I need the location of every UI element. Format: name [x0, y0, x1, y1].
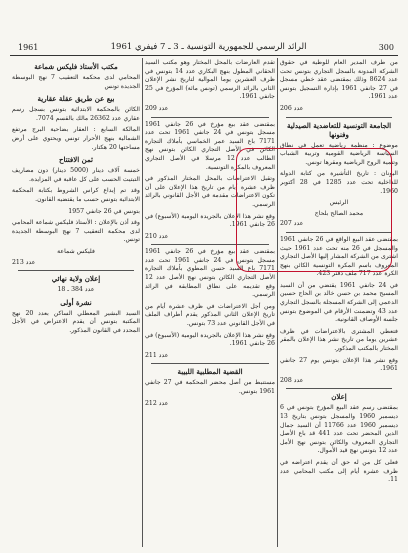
notice-separator — [151, 117, 269, 118]
notice-separator — [286, 388, 392, 389]
notice-text: بتونس في 26 جانفي 1957 — [68, 207, 140, 215]
notice-text: بمقتضى عقد البيع الواقع في 26 جانفي 1961 والمسجل في 26 منه تحت عدد 1961 حيث اشترى من الشركة المشار إليها الأصل التجاري المعروف باسم المكرة التونسية الكائن بنهج الكرة عدد 717 ملف دفتر 423. — [280, 235, 398, 278]
notice-text: وقع نشر هذا الإعلان بتونس يوم 27 جانفي 1961. — [280, 356, 398, 373]
notice-text: اليونان : تاريخ التأشيرة من كتابة الدولة للداخلية تحت عدد 1285 في 28 أكتوبر 1960. — [280, 170, 398, 195]
notice-heading: الجامعة التونسية للتعاضدية الصيدلية وفنونها — [286, 120, 392, 139]
notice-text: بمقتضى عقد بيع مؤرخ في 26 جانفي 1961 مسجل بتونس في 24 جانفي 1961 تحت عدد 7171 باع السيد حسن المطوي بأملاك التجارة الأصل التجاري الكائن بتونس نهج الأصل عدد 12 وقع تقديمه على نطاق المطابقة في الرائد الرسمي. — [145, 248, 275, 299]
signature-title: الرئيس — [329, 199, 349, 207]
column-divider-right — [277, 58, 278, 547]
notice-text: الكائن بالمحكمة الابتدائية بتونس بسجل رسم عقاري عدد 26362 مالك بالقسم 7074. — [12, 106, 140, 122]
column-right — [280, 59, 398, 547]
notice-text: ومن أجل الاعتراضات في ظرف عشرة أيام من تاريخ الإعلان الثاني المذكور يقدم أطراف الملف في الأجل القانوني عدد 73 بتونس. — [145, 302, 275, 328]
highlight-annotation — [236, 148, 392, 272]
notice-text: بمقتضى عقد بيع مؤرخ في 26 جانفي 1961 مسجل بتونس في 24 جانفي 1961 تحت عدد 7171 باع السيد عمر الخماسي بأملاك التجارة الكائن في الأصل التجاري الكائن بتونس نهج الطالب عدد 12 مرسلا في الأصل التجاري المعروف بالمكرة التونسية. — [145, 120, 275, 171]
gazette-title: الرائد الرسمي للجمهورية التونسية ـ 3 ـ 7 فيفري 1961 — [110, 42, 307, 52]
column-divider-left — [142, 58, 143, 547]
notice-text: بمقتضى رسم عقد البيع المؤرخ بتونس في 6 ديسمبر 1960 والمسجل بتونس بتاريخ 13 ديسمبر 1960 عدد 11766 أن السيد جمال الدين المحضر تحت عدد 441 قد باع الأصل التجاري المعروف والكائن بتونس نهج الأمل عدد 12 بتونس نهج قيد الأموال. — [280, 404, 398, 455]
notice-heading: بيع عن طريق عقلة عقارية — [37, 94, 115, 104]
notice-text: في 24 جانفي 1961 يقتضي من أن السيد المسيح محمد بن حسن خالد بن الحاج حسين الدعمي إلى الشركة المسجلة بالسجل التجاري عدد 43 وتضمنت الأرقام في الموضوع بتونس جلسة الأوصاف القانونية. — [280, 281, 398, 324]
notice-number: عدد 211 — [145, 351, 169, 359]
page-number: 300 — [378, 42, 394, 52]
notice-separator — [151, 363, 269, 364]
notice-text: وقد تم إيداع كراس الشروط بكتابة المحكمة الابتدائية بتونس حسب ما يقتضيه القانون. — [12, 187, 140, 203]
notice-reference: عدد 384 ـ 18 — [57, 286, 95, 294]
notice-text: فعلى كل من له حق أن يقدم اعتراضه في ظرف عشرة أيام إلى مكتب المحامي عدد 11. — [280, 458, 398, 484]
notice-text: السيد البشير المعطلي الساكن بعدد 20 نهج المكتبة بتونس أن يقدم الاعتراض في الأجل المحدد في القانون المذكور. — [12, 309, 140, 334]
notice-text: تقدم العارضات بالمحل المختار وهو مكتب السيد الحقاني المطول بنهج البكاري عدد 14 بتونس في ظرف العشرين يوما الموالية لتاريخ نشر الإعلان الثاني بالرائد الرسمي (تونس مائة) المؤرخ في 25 جانفي 1961. — [145, 59, 275, 101]
notice-number: عدد 209 — [145, 104, 169, 112]
notice-separator — [286, 117, 392, 118]
notice-heading: نشرة أولى — [60, 297, 92, 307]
column-middle — [145, 59, 275, 547]
page-header — [18, 40, 394, 54]
notice-text: المالكة السابع : العقار بضاحية البرج مرتفع الشمالية بنهج الأحرار تونس ويحتوي على أرض مساحتها 20 هكتار. — [12, 126, 140, 151]
notice-number: عدد 206 — [280, 104, 304, 112]
notice-heading: القضية المطلبية اللبيبة — [177, 367, 243, 377]
notice-text: فتعطي المشترى بالاعتراضات في ظرف عشرين يوما من تاريخ نشر هذا الإعلان بالمقر المختار بالمكتب المذكور. — [280, 327, 398, 353]
notice-heading: ثمن الافتتاح — [59, 155, 93, 165]
notice-number: عدد 208 — [280, 376, 304, 384]
column-left — [12, 59, 140, 547]
notice-number: عدد 213 — [12, 258, 36, 266]
notice-number: عدد 207 — [280, 220, 304, 228]
header-rule — [10, 55, 398, 56]
notice-separator — [18, 270, 134, 271]
page-year: 1961 — [18, 42, 39, 52]
notice-heading: مكتب الأستاذ فليكس شماعة — [34, 62, 118, 71]
notice-text: وقع نشر هذا الإعلان بالجريدة اليومية (الأسبوع) في 26 جانفي 1961. — [145, 212, 275, 229]
notice-text: وقد أذن بالإعلان : الأستاذ فليكس شماعة المحامي لدى محكمة التعقيب 7 نهج البوسطة الجديدة تونس. — [12, 219, 140, 244]
notice-heading: إعلان ولاية نهائي — [51, 274, 101, 284]
notice-text: خمسة آلاف دينار (5000 دينار) دون مصاريف التبتيت الحسب على كل عاقبة في المزايدة. — [12, 167, 140, 183]
notice-text: من طرف المدير العام للوطية في حقوق الشركة المدونة بالسجل التجاري بتونس تحت عدد 8624 وذلك بمقتضى عقد خطي مسجل في 27 جانفي 1961 بإدارة التسجيل بتونس عدد 1961. — [280, 59, 398, 101]
notice-heading: إعلان — [331, 392, 347, 402]
notice-text: موضوع : منظمة رياضية تعمل في نطاق السياسة الرياضية القومية وتربية الشباب وتنمية الروح الرياضية ومقرها تونس. — [280, 141, 398, 166]
signature-name: فليكس شماعة — [57, 247, 95, 255]
signature-name: محمد الصالح بلحاج — [314, 209, 364, 217]
notice-text: وتقبل الاعتراضات بالمحل المختار المذكور في ظرف عشرة أيام من تاريخ هذا الإعلان على أن تكون الاعتراضات مقدمة في الأجل القانوني بالرائد الرسمي. — [145, 175, 275, 208]
notice-number: عدد 212 — [145, 399, 169, 407]
notice-number: عدد 210 — [145, 232, 169, 240]
notice-text: وقع نشر هذا الإعلان بالجريدة اليومية (الأسبوع) في 26 جانفي 1961. — [145, 331, 275, 348]
notice-text: مستنبط من أصل محضر المحكمة في 27 جانفي 1961 بتونس. — [145, 379, 275, 395]
notice-text: المحامي لدى محكمة التعقيب 7 نهج البوسطة الجديدة تونس — [12, 74, 140, 90]
